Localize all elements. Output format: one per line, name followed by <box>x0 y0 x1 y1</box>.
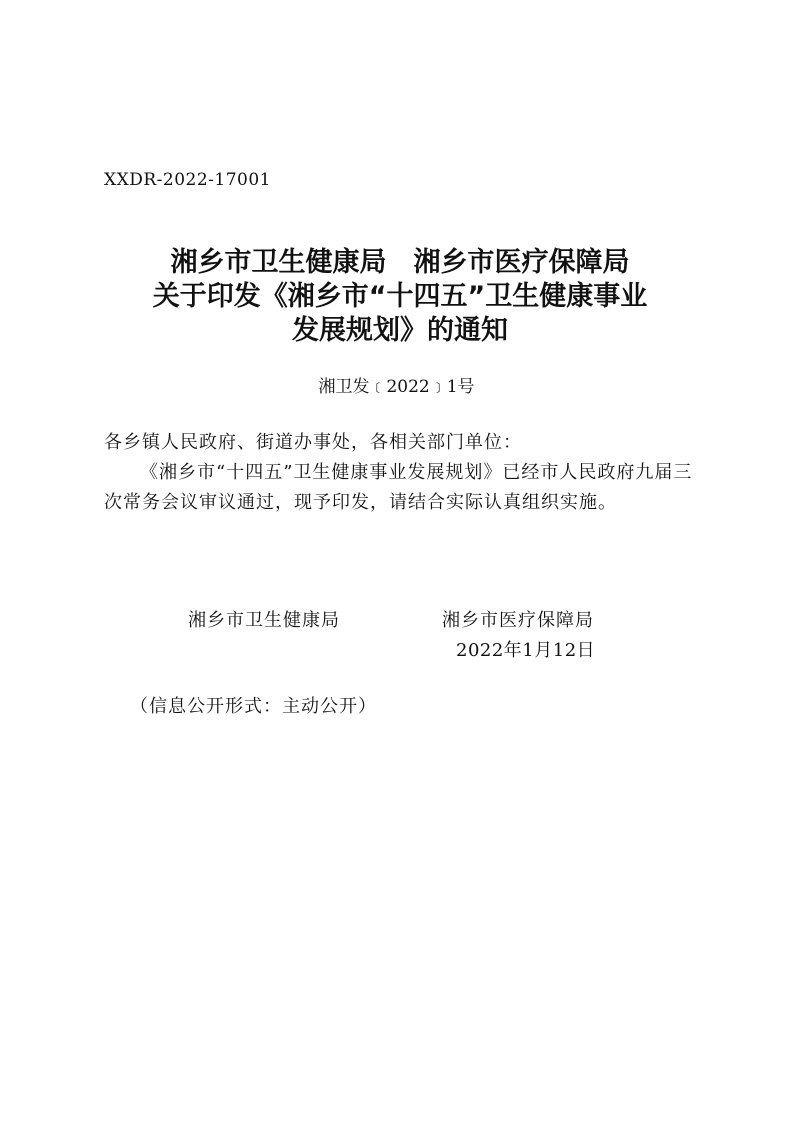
document-number: XXDR-2022-17001 <box>104 170 271 190</box>
body-paragraph: 《湘乡市“十四五”卫生健康事业发展规划》已经市人民政府九届三次常务会议审议通过，现予印发，请结合实际认真组织实施。 <box>104 462 693 513</box>
signature-medical-security-bureau: 湘乡市医疗保障局 <box>442 610 594 631</box>
disclosure-note: （信息公开形式：主动公开） <box>130 696 377 717</box>
title-line-1: 湘乡市卫生健康局 湘乡市医疗保障局 <box>170 247 630 278</box>
document-body <box>104 428 704 518</box>
title-line-2: 关于印发《湘乡市“十四五”卫生健康事业 <box>152 281 648 312</box>
addressee-line: 各乡镇人民政府、街道办事处，各相关部门单位： <box>104 432 522 453</box>
issue-number: 湘卫发﹝2022﹞1号 <box>318 377 475 397</box>
document-title <box>100 246 700 348</box>
signature-health-bureau: 湘乡市卫生健康局 <box>188 610 340 631</box>
issue-date: 2022年1月12日 <box>456 640 596 661</box>
title-line-3: 发展规划》的通知 <box>292 315 508 346</box>
